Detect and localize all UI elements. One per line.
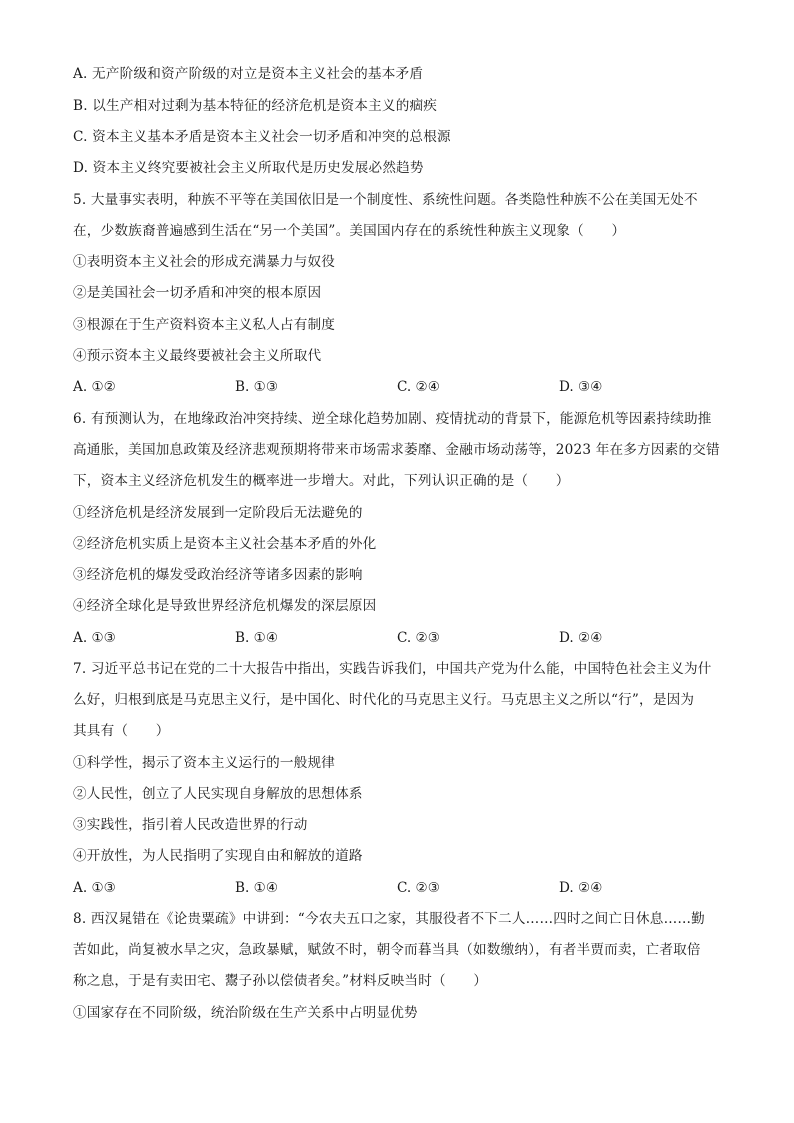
q7-item-3: ③实践性，指引着人民改造世界的行动 — [73, 817, 308, 833]
q5-stem-line-2: 在，少数族裔普遍感到生活在“另一个美国”。美国国内存在的系统性种族主义现象（ ） — [73, 223, 626, 239]
q4-option-d: D. 资本主义终究要被社会主义所取代是历史发展必然趋势 — [73, 160, 424, 176]
q6-stem-line-2: 高通胀，美国加息政策及经济悲观预期将带来市场需求萎靡、金融市场动荡等，2023 年在多方因素的交错 — [73, 442, 720, 458]
q5-item-3: ③根源在于生产资料资本主义私人占有制度 — [73, 317, 336, 333]
q7-stem-line-1: 7. 习近平总书记在党的二十大报告中指出，实践告诉我们，中国共产党为什么能，中国特色社会主义为什 — [73, 661, 712, 677]
q6-choice-a[interactable]: A. ①③ — [73, 630, 116, 646]
q8-stem-line-3: 称之息，于是有卖田宅、鬻子孙以偿债者矣。”材料反映当时（ ） — [73, 973, 488, 989]
q5-choice-c[interactable]: C. ②④ — [397, 379, 440, 395]
q5-stem-line-1: 5. 大量事实表明，种族不平等在美国依旧是一个制度性、系统性问题。各类隐性种族不公在美国无处不 — [73, 192, 698, 208]
q4-option-c: C. 资本主义基本矛盾是资本主义社会一切矛盾和冲突的总根源 — [73, 129, 451, 145]
q7-choice-c[interactable]: C. ②③ — [397, 880, 440, 896]
q7-stem-line-2: 么好，归根到底是马克思主义行，是中国化、时代化的马克思主义行。马克思主义之所以“行”，是因为 — [73, 692, 695, 708]
q6-stem-line-3: 下，资本主义经济危机发生的概率进一步增大。对此，下列认识正确的是（ ） — [73, 473, 570, 489]
q7-choices — [73, 878, 733, 898]
q8-stem-line-1: 8. 西汉晁错在《论贵粟疏》中讲到：“今农夫五口之家，其服役者不下二人……四时之间亡日休息……勤 — [73, 911, 705, 927]
q5-choice-d[interactable]: D. ③④ — [559, 379, 603, 395]
q4-option-a: A. 无产阶级和资产阶级的对立是资本主义社会的基本矛盾 — [73, 66, 424, 82]
q5-choices — [73, 377, 733, 397]
q5-item-2: ②是美国社会一切矛盾和冲突的根本原因 — [73, 285, 322, 301]
q5-choice-a[interactable]: A. ①② — [73, 379, 116, 395]
q6-item-2: ②经济危机实质上是资本主义社会基本矛盾的外化 — [73, 536, 377, 552]
q6-item-3: ③经济危机的爆发受政治经济等诸多因素的影响 — [73, 567, 363, 583]
q6-choice-d[interactable]: D. ②④ — [559, 630, 603, 646]
q7-item-2: ②人民性，创立了人民实现自身解放的思想体系 — [73, 786, 363, 802]
q7-item-1: ①科学性，揭示了资本主义运行的一般规律 — [73, 755, 336, 771]
q6-stem-line-1: 6. 有预测认为，在地缘政治冲突持续、逆全球化趋势加剧、疫情扰动的背景下，能源危机等因素持续助推 — [73, 411, 712, 427]
q7-choice-a[interactable]: A. ①③ — [73, 880, 116, 896]
q7-item-4: ④开放性，为人民指明了实现自由和解放的道路 — [73, 848, 363, 864]
q7-choice-d[interactable]: D. ②④ — [559, 880, 603, 896]
q5-choice-b[interactable]: B. ①③ — [235, 379, 279, 395]
q6-choice-b[interactable]: B. ①④ — [235, 630, 279, 646]
q6-item-4: ④经济全球化是导致世界经济危机爆发的深层原因 — [73, 598, 377, 614]
q8-item-1: ①国家存在不同阶级，统治阶级在生产关系中占明显优势 — [73, 1005, 418, 1021]
q8-stem-line-2: 苦如此，尚复被水旱之灾，急政暴赋，赋敛不时，朝令而暮当具（如数缴纳），有者半贾而卖，亡者取倍 — [73, 942, 701, 958]
q6-choice-c[interactable]: C. ②③ — [397, 630, 440, 646]
q6-item-1: ①经济危机是经济发展到一定阶段后无法避免的 — [73, 505, 363, 521]
q6-choices — [73, 628, 733, 648]
q4-option-b: B. 以生产相对过剩为基本特征的经济危机是资本主义的痼疾 — [73, 98, 438, 114]
q7-choice-b[interactable]: B. ①④ — [235, 880, 279, 896]
q5-item-1: ①表明资本主义社会的形成充满暴力与奴役 — [73, 254, 336, 270]
q5-item-4: ④预示资本主义最终要被社会主义所取代 — [73, 348, 322, 364]
q7-stem-line-3: 其具有（ ） — [73, 723, 170, 739]
